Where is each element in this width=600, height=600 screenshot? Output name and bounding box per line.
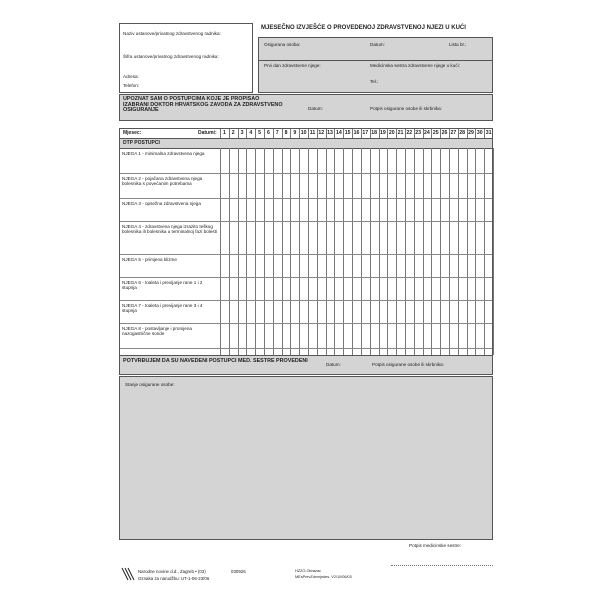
day-column-line <box>396 129 397 138</box>
day-column-line <box>449 129 450 138</box>
day-column-line <box>414 129 415 138</box>
section-row <box>120 139 492 148</box>
procedure-row-label: NJEGA 3 - opsežna zdravstvena njega <box>122 201 201 206</box>
day-number: 2 <box>231 130 235 136</box>
day-column-line <box>484 129 485 138</box>
procedures-grid <box>119 128 493 356</box>
day-column-line <box>458 129 459 138</box>
date-label: Datum: <box>370 42 385 47</box>
day-column-line <box>290 129 291 138</box>
day-column-line <box>423 129 424 138</box>
day-number: 6 <box>266 130 270 136</box>
day-column-line <box>370 129 371 138</box>
day-column-line <box>308 129 309 138</box>
day-number: 26 <box>441 130 448 136</box>
grid-body <box>120 148 492 355</box>
day-number: 14 <box>335 130 342 136</box>
conf-date-label: Datum: <box>326 362 341 367</box>
day-column-line <box>431 129 432 138</box>
publisher-text: Narodne novine d.d., Zagreb • (03) <box>138 569 206 574</box>
phone-label: Telefon: <box>123 83 140 88</box>
procedure-row-label: NJEGA 2 - pojačana zdravstvena njega bolesnika s povećanim potrebama <box>122 176 203 187</box>
day-column-line <box>467 129 468 138</box>
grid-column-line <box>493 148 494 355</box>
procedure-row-label: NJEGA 6 - toaleta i previjanje rane 1 i 2 stupnja <box>122 280 203 291</box>
day-number: 25 <box>432 130 439 136</box>
footer <box>119 567 496 583</box>
institution-box <box>119 23 253 93</box>
day-column-line <box>264 129 265 138</box>
procedure-row-divider <box>120 198 492 199</box>
day-column-line <box>475 129 476 138</box>
day-number: 5 <box>258 130 262 136</box>
day-column-line <box>405 129 406 138</box>
procedure-row-divider <box>120 173 492 174</box>
confirmation-box <box>119 355 493 375</box>
month-label: Mjesec: <box>123 130 142 136</box>
day-number: 24 <box>424 130 430 136</box>
day-column-line <box>343 129 344 138</box>
day-column-line <box>238 129 239 138</box>
day-number: 21 <box>397 130 404 136</box>
day-column-line <box>326 129 327 138</box>
day-column-line <box>387 129 388 138</box>
day-number: 28 <box>459 130 466 136</box>
confirmation-text: POTVRĐUJEM DA SU NAVEDENI POSTUPCI MED. SESTRE PROVEDENI <box>123 358 308 364</box>
acknowledgement-text: UPOZNAT SAM O POSTUPCIMA KOJE JE PROPISAO IZABRANI DOKTOR HRVATSKOG ZAVODA ZA ZDRAVSTVENO OSIGURANJE <box>123 96 283 114</box>
ack-date-label: Datum: <box>308 106 323 111</box>
nurse-signature-line <box>391 565 493 566</box>
form-page <box>119 20 496 585</box>
procedure-row-divider <box>120 221 492 222</box>
day-number: 1 <box>222 130 226 136</box>
day-number: 4 <box>249 130 253 136</box>
institution-code-label: Šifra ustanove/privatnog zdravstvenog radnika: <box>123 54 219 59</box>
day-number: 18 <box>371 130 377 136</box>
day-column-line <box>361 129 362 138</box>
form-id-2: MEsPrevZdrvnjedes. V2/10/06/03 <box>295 575 352 579</box>
insured-person-label: Osigurana osoba: <box>264 42 301 47</box>
day-column-line <box>379 129 380 138</box>
procedure-row-divider <box>120 323 492 324</box>
procedure-row-label: NJEGA 7 - toaleta i previjanje rane 3 i 4 stupnja <box>122 303 203 314</box>
procedure-row-label: NJEGA 4 - zdravstvena njega izrazito teškog bolesnika ili bolesnika u terminalnoj fazi bolesti <box>122 224 217 235</box>
day-column-line <box>317 129 318 138</box>
day-column-line <box>273 129 274 138</box>
day-number: 7 <box>275 130 279 136</box>
day-number: 27 <box>450 130 457 136</box>
day-number: 9 <box>293 130 297 136</box>
procedure-row-divider <box>120 300 492 301</box>
publisher-code: 030926 <box>231 569 246 574</box>
procedure-row-label: NJEGA 5 - primjena klizme <box>122 257 177 262</box>
day-number: 16 <box>353 130 360 136</box>
day-number: 29 <box>468 130 474 136</box>
order-code: Oznaka za narudžbu: UT-1-06-23/06 <box>138 576 210 581</box>
day-column-line <box>352 129 353 138</box>
day-number: 22 <box>406 130 413 136</box>
ack-signature-label: Potpis osigurane osobe ili skrbnika: <box>370 106 443 111</box>
address-label: Adresa: <box>123 74 139 79</box>
day-header <box>220 129 493 138</box>
procedure-row-label: NJEGA 8 - postavljanje i promjena nazogastrične sonde <box>122 326 192 337</box>
procedure-row-divider <box>120 277 492 278</box>
nurse-signature-label: Potpis medicinske sestre: <box>409 543 462 548</box>
acknowledgement-box <box>119 94 493 121</box>
day-number: 17 <box>362 130 369 136</box>
day-number: 31 <box>485 130 492 136</box>
day-number: 11 <box>309 130 316 136</box>
condition-label: Stanje osigurane osobe: <box>125 382 175 387</box>
day-column-line <box>229 129 230 138</box>
first-day-label: Prvi dan zdravstvene njege: <box>264 63 321 68</box>
section-label: DTP POSTUPCI <box>123 140 160 146</box>
dates-label: Datumi: <box>198 130 217 136</box>
day-column-line <box>299 129 300 138</box>
form-title: MJESEČNO IZVJEŠĆE O PROVEDENOJ ZDRAVSTVENOJ NJEZI U KUĆI <box>261 25 466 31</box>
institution-name-label: Naziv ustanove/privatnog zdravstvenog radnika: <box>123 31 221 36</box>
day-column-line <box>220 129 221 138</box>
procedure-row-label: NJEGA 1 - minimalna zdravstvena njega <box>122 151 205 156</box>
conf-signature-label: Potpis osigurane osobe ili skrbnika: <box>372 362 445 367</box>
day-column-line <box>246 129 247 138</box>
day-column-line <box>282 129 283 138</box>
nurse-label: Medicinska sestra zdravstvene njege u kući: <box>370 63 460 68</box>
procedure-row-divider <box>120 254 492 255</box>
tel-label: Tel.: <box>370 79 379 84</box>
procedure-row-divider <box>120 348 492 349</box>
day-number: 13 <box>327 130 333 136</box>
patient-info-box <box>258 37 493 93</box>
day-column-line <box>334 129 335 138</box>
day-number: 30 <box>476 130 483 136</box>
publisher-logo-icon <box>121 567 135 581</box>
patient-condition-box <box>119 376 493 540</box>
day-number: 10 <box>300 130 307 136</box>
day-number: 12 <box>318 130 325 136</box>
day-number: 20 <box>388 130 395 136</box>
day-number: 23 <box>415 130 422 136</box>
form-id-1: HZZO-Obrazac <box>295 569 321 573</box>
divider <box>259 60 492 61</box>
day-number: 19 <box>380 130 386 136</box>
day-number: 8 <box>284 130 288 136</box>
list-number-label: Lista br.: <box>449 42 467 47</box>
day-number: 15 <box>344 130 351 136</box>
day-column-line <box>440 129 441 138</box>
day-number: 3 <box>240 130 244 136</box>
day-column-line <box>255 129 256 138</box>
